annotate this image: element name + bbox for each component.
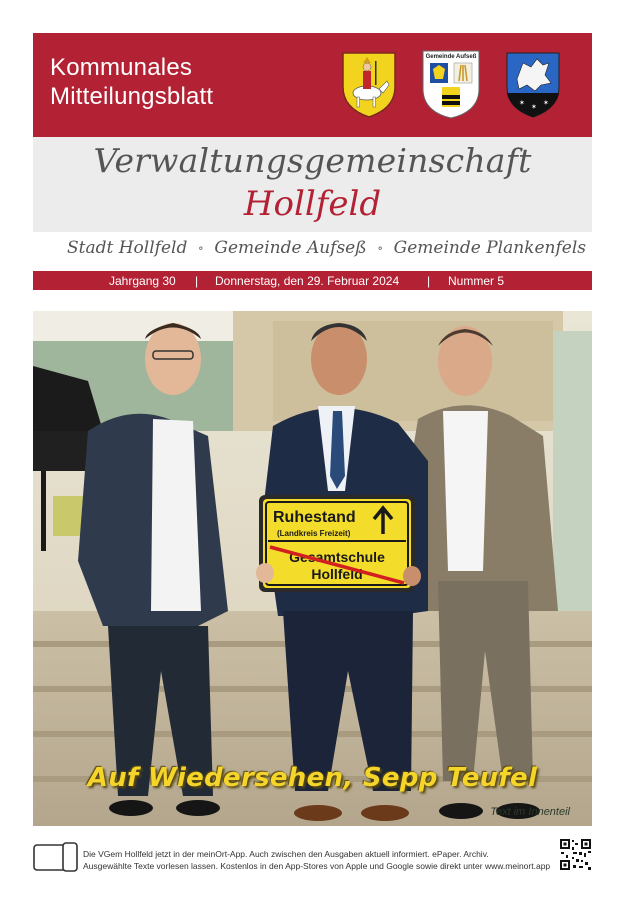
app-promo-footer (33, 838, 592, 878)
member-stadt-hollfeld: Stadt Hollfeld (67, 238, 188, 258)
administration-town: Hollfeld (243, 184, 382, 224)
issue-separator: | (427, 273, 431, 288)
cover-photo-illustration (33, 311, 592, 826)
sign-line-3: Gesamtschule (289, 549, 385, 565)
aufsess-coat-of-arms-icon (421, 49, 481, 119)
member-separator: ∘ (377, 241, 384, 255)
member-gemeinde-aufsess: Gemeinde Aufseß (214, 238, 367, 258)
issue-separator: | (195, 273, 199, 288)
member-gemeinde-plankenfels: Gemeinde Plankenfels (393, 238, 586, 258)
plankenfels-coat-of-arms-icon (503, 49, 563, 119)
member-municipalities (33, 235, 592, 261)
title-line-2: Mitteilungsblatt (50, 83, 214, 110)
svg-text:✶: ✶ (519, 99, 525, 107)
app-promo-line-1: Die VGem Hollfeld jetzt in der meinOrt-App. Auch zwischen den Ausgaben aktuell informiert. ePaper. Archiv. (83, 849, 489, 859)
retirement-sign (259, 495, 415, 592)
crest-2-label: Gemeinde Aufseß (425, 54, 477, 60)
member-separator: ∘ (197, 241, 204, 255)
administration-name: Verwaltungsgemeinschaft (93, 141, 532, 180)
issue-number: Nummer 5 (448, 273, 505, 288)
hollfeld-coat-of-arms-icon (339, 49, 399, 119)
qr-code-icon[interactable] (559, 838, 592, 871)
svg-text:✶: ✶ (531, 103, 537, 111)
sign-line-4: Hollfeld (311, 566, 363, 582)
issue-volume: Jahrgang 30 (109, 273, 176, 288)
sign-line-2: (Landkreis Freizeit) (277, 529, 351, 538)
tablet-phone-icon (33, 842, 79, 872)
administration-banner (33, 137, 592, 232)
inside-note: Text im Innenteil (490, 806, 570, 818)
app-promo-text (83, 848, 550, 872)
cover-photo (33, 311, 592, 826)
issue-date: Donnerstag, den 29. Februar 2024 (215, 273, 400, 288)
app-promo-line-2: Ausgewählte Texte vorlesen lassen. Kostenlos in den App-Stores von Apple und Google sowie direkt unter www.meinort.app (83, 861, 551, 871)
sign-line-1: Ruhestand (273, 509, 356, 526)
publication-title (50, 53, 213, 111)
masthead (33, 33, 592, 137)
svg-text:✶: ✶ (543, 99, 549, 107)
title-line-1: Kommunales (50, 54, 193, 81)
cover-headline: Auf Wiedersehen, Sepp Teufel (87, 763, 538, 793)
issue-info-bar (33, 271, 592, 290)
